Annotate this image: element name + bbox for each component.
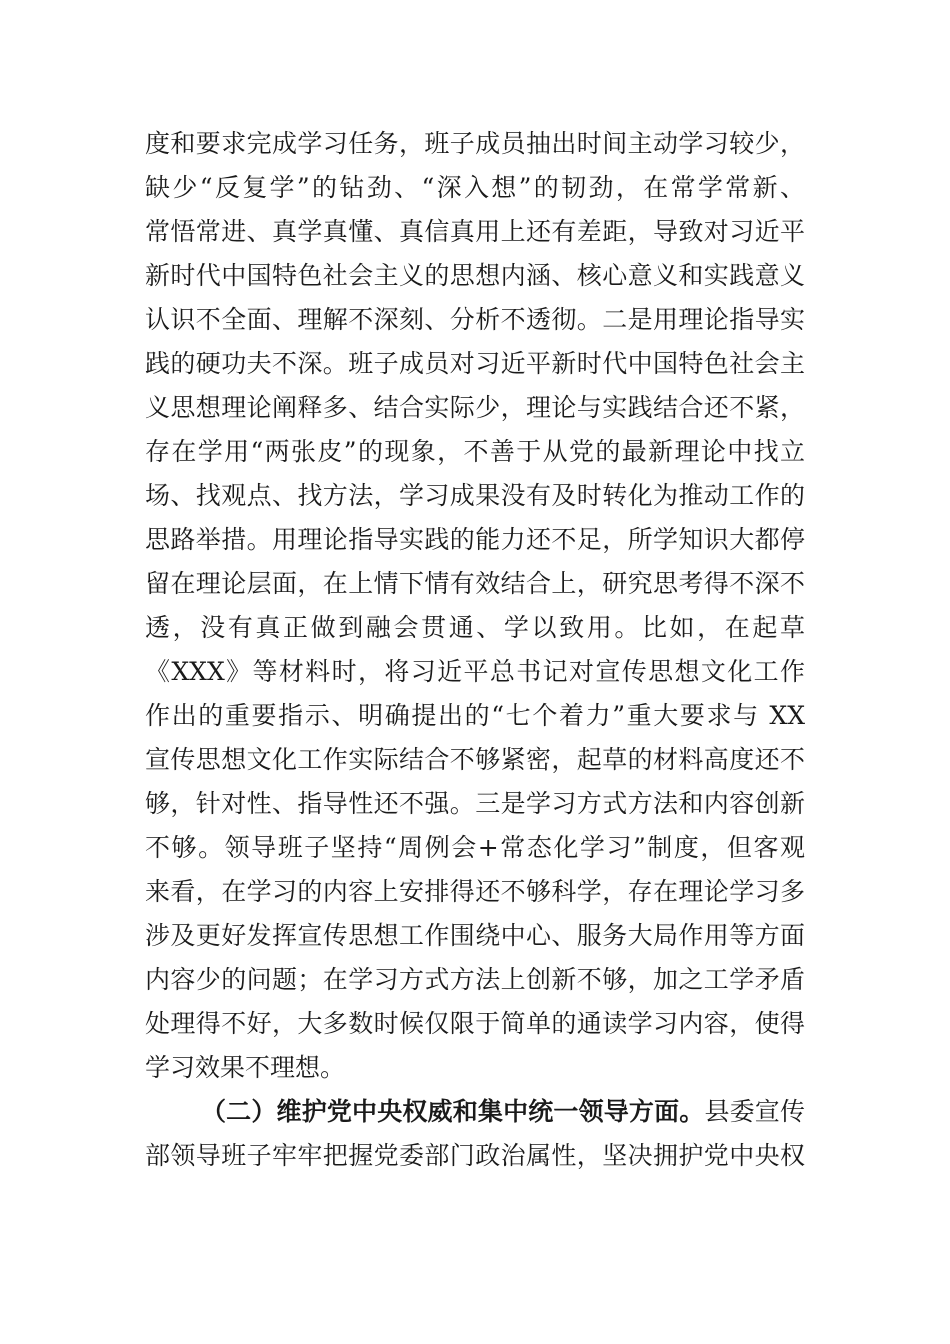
paragraph-end-line: 学习效果不理想。	[145, 1053, 346, 1082]
text-line: 存在学用“两张皮”的现象，不善于从党的最新理论中找立	[145, 437, 805, 466]
text-line: 认识不全面、理解不深刻、分析不透彻。二是用理论指导实	[145, 305, 805, 334]
text-line: 处理得不好，大多数时候仅限于简单的通读学习内容，使得	[145, 1009, 805, 1038]
text-line: 新时代中国特色社会主义的思想内涵、核心意义和实践意义	[145, 261, 805, 290]
text-line: 涉及更好发挥宣传思想工作围绕中心、服务大局作用等方面	[145, 921, 805, 950]
text-line: 来看，在学习的内容上安排得还不够科学，存在理论学习多	[145, 877, 805, 906]
text-line: 度和要求完成学习任务，班子成员抽出时间主动学习较少，	[145, 129, 805, 158]
section-heading: （二）维护党中央权威和集中统一领导方面。	[201, 1097, 705, 1126]
text-line: 践的硬功夫不深。班子成员对习近平新时代中国特色社会主	[145, 349, 805, 378]
text-line: 常悟常进、真学真懂、真信真用上还有差距，导致对习近平	[145, 217, 805, 246]
text-line: 义思想理论阐释多、结合实际少，理论与实践结合还不紧，	[145, 393, 805, 422]
text-line: 《XXX》等材料时，将习近平总书记对宣传思想文化工作	[145, 657, 805, 686]
text-line: 内容少的问题；在学习方式方法上创新不够，加之工学矛盾	[145, 965, 805, 994]
text-line: 缺少“反复学”的钻劲、“深入想”的韧劲，在常学常新、	[145, 173, 805, 202]
text-line: 够，针对性、指导性还不强。三是学习方式方法和内容创新	[145, 789, 805, 818]
text-line: 部领导班子牢牢把握党委部门政治属性，坚决拥护党中央权	[145, 1141, 805, 1170]
text-line: 宣传思想文化工作实际结合不够紧密，起草的材料高度还不	[145, 745, 805, 774]
body-text	[145, 122, 805, 1178]
text-line: 不够。领导班子坚持“周例会+常态化学习”制度，但客观	[145, 833, 805, 862]
text-line: 思路举措。用理论指导实践的能力还不足，所学知识大都停	[145, 525, 805, 554]
section-heading-line	[145, 1090, 805, 1134]
text-line: 场、找观点、找方法，学习成果没有及时转化为推动工作的	[145, 481, 805, 510]
section-heading-continuation: 县委宣传	[704, 1097, 805, 1126]
text-line: 留在理论层面，在上情下情有效结合上，研究思考得不深不	[145, 569, 805, 598]
text-line: 透，没有真正做到融会贯通、学以致用。比如，在起草	[145, 613, 805, 642]
text-line: 作出的重要指示、明确提出的“七个着力”重大要求与 XX	[145, 701, 805, 730]
